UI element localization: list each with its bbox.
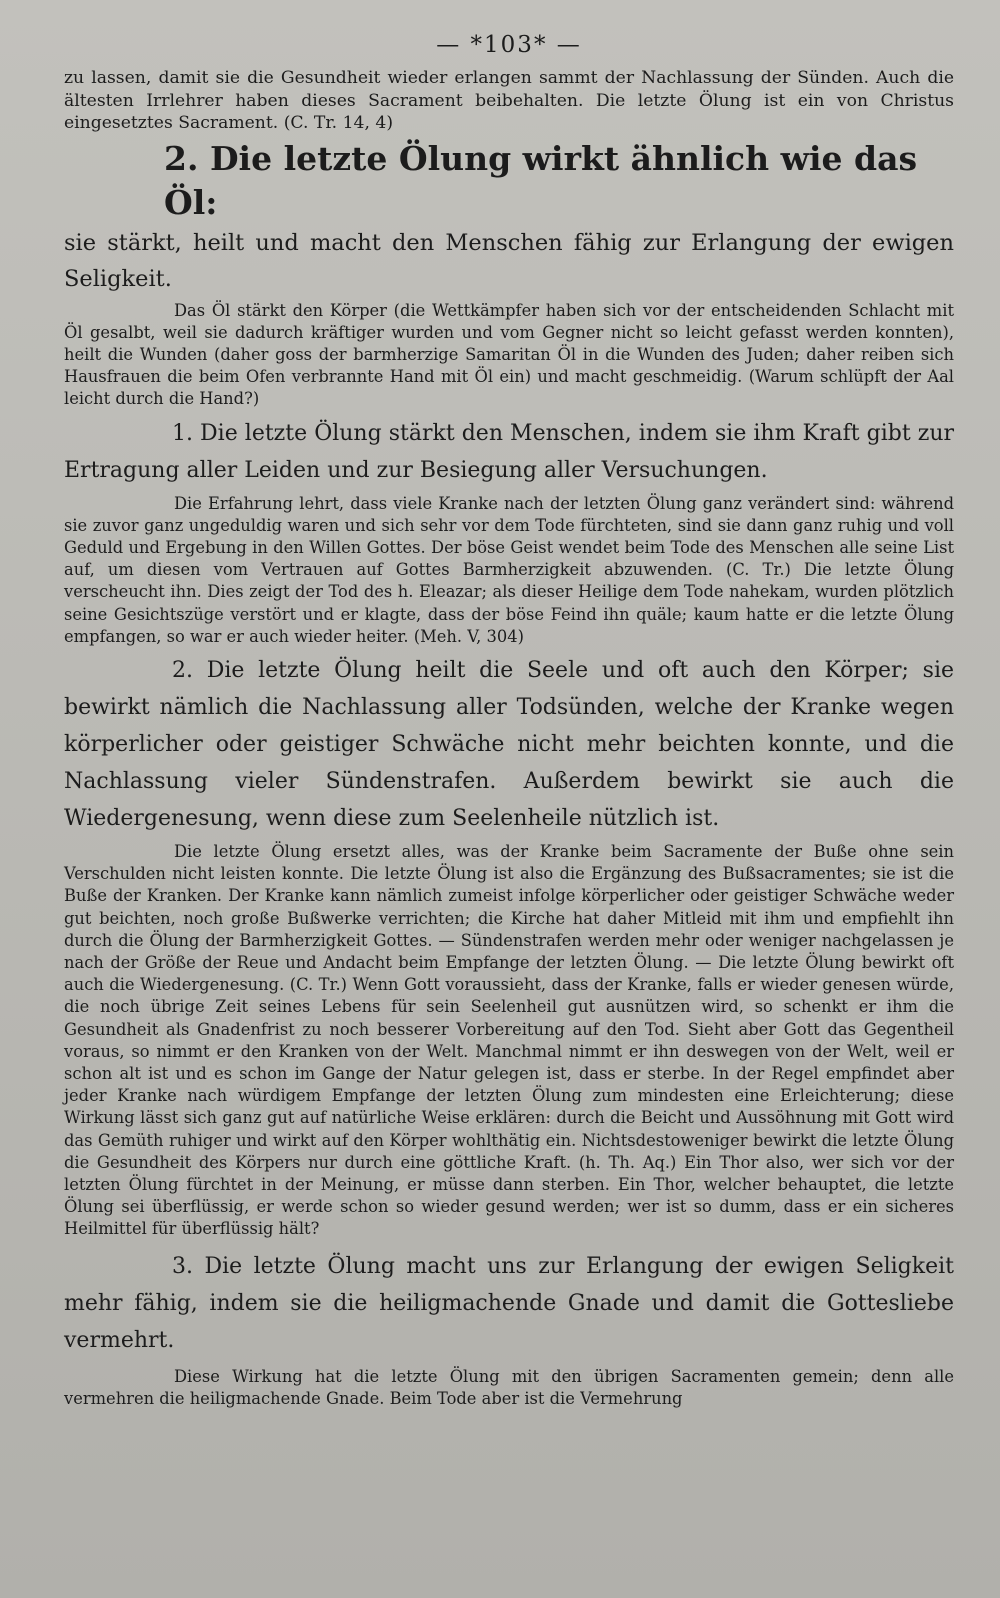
main-point-3: 3. Die letzte Ölung macht uns zur Erlangung der ewigen Seligkeit mehr fähig, indem sie die heiligmachende Gnade und damit die Gottesliebe vermehrt.: [64, 1253, 954, 1353]
main-point-2: 2. Die letzte Ölung heilt die Seele und oft auch den Körper; sie bewirkt nämlich die Nachlassung aller Todsünden, welche der Kranke wegen körperlicher oder geistiger Schwäche nicht mehr beichten konnte, und die Nachlassung vieler Sündenstrafen. Außerdem bewirkt sie auch die Wiedergenesung, wenn diese zum Seelenheile nützlich ist.: [64, 657, 954, 831]
paragraph-continuation: zu lassen, damit sie die Gesundheit wieder erlangen sammt der Nachlassung der Sünden. Auch die ältesten Irrlehrer haben dieses Sacrament beibehalten. Die letzte Ölung ist ein von Christus eingesetztes Sacrament. (C. Tr. 14, 4): [64, 68, 954, 133]
explanation-paragraph: Die letzte Ölung ersetzt alles, was der Kranke beim Sacramente der Buße ohne sein Verschulden nicht leisten konnte. Die letzte Ölung ist also die Ergänzung des Bußsacramentes; sie ist die Buße der Kranken. Der Kranke kann nämlich zumeist infolge körperlicher oder geistiger Schwäche weder gut beichten, noch große Bußwerke verrichten; die Kirche hat daher Mitleid mit ihm und empfiehlt ihn durch die Ölung der Barmherzigkeit Gottes. — Sündenstrafen werden mehr oder weniger nachgelassen je nach der Größe der Reue und Andacht beim Empfange der letzten Ölung. — Die letzte Ölung bewirkt oft auch die Wiedergenesung. (C. Tr.) Wenn Gott voraussieht, dass der Kranke, falls er wieder genesen würde, die noch übrige Zeit seines Lebens für sein Seelenheil gut ausnützen wird, so schenkt er ihm die Gesundheit als Gnadenfrist zu noch besserer Vorbereitung auf den Tod. Sieht aber Gott das Gegentheil voraus, so nimmt er den Kranken von der Welt. Manchmal nimmt er ihn deswegen von der Welt, weil er schon alt ist und es schon im Gange der Natur gelegen ist, dass er sterbe. In der Regel empfindet aber jeder Kranke nach würdigem Empfange der letzten Ölung zum mindesten eine Erleichterung; diese Wirkung lässt sich ganz gut auf natürliche Weise erklären: durch die Beicht und Aussöhnung mit Gott wird das Gemüth ruhiger und wirkt auf den Körper wohlthätig ein. Nichtsdestoweniger bewirkt die letzte Ölung die Gesundheit des Körpers nur durch eine göttliche Kraft. (h. Th. Aq.) Ein Thor also, wer sich vor der letzten Ölung fürchtet in der Meinung, er müsse dann sterben. Ein Thor, welcher behauptet, die letzte Ölung sei überflüssig, er werde schon so wieder gesund werden; wer ist so dumm, dass er ein sicheres Heilmittel für überflüssig hält?: [64, 841, 954, 1239]
section-heading-continuation: sie stärkt, heilt und macht den Menschen fähig zur Erlangung der ewigen Seligkeit.: [64, 229, 954, 292]
explanation-paragraph: Die Erfahrung lehrt, dass viele Kranke nach der letzten Ölung ganz verändert sind: während sie zuvor ganz ungeduldig waren und sich sehr vor dem Tode fürchteten, sind sie dann ganz ruhig und voll Geduld und Ergebung in den Willen Gottes. Der böse Geist wendet beim Tode des Menschen alle seine List auf, um diesen vom Vertrauen auf Gottes Barmherzigkeit abzuwenden. (C. Tr.) Die letzte Ölung verscheucht ihn. Dies zeigt der Tod des h. Eleazar; als dieser Heilige dem Tode nahekam, wurden plötzlich seine Gesichtszüge verstört und er klagte, dass der böse Feind ihn quäle; kaum hatte er die letzte Ölung empfangen, so war er auch wieder heiter. (Meh. V, 304): [64, 493, 954, 646]
main-point-1: 1. Die letzte Ölung stärkt den Menschen, indem sie ihm Kraft gibt zur Ertragung aller Leiden und zur Besiegung aller Versuchungen.: [64, 420, 954, 483]
section-heading: 2. Die letzte Ölung wirkt ähnlich wie das Öl:: [164, 138, 918, 222]
explanation-paragraph: Das Öl stärkt den Körper (die Wettkämpfer haben sich vor der entscheidenden Schlacht mit Öl gesalbt, weil sie dadurch kräftiger wurden und vom Gegner nicht so leicht gefasst werden konnten), heilt die Wunden (daher goss der barmherzige Samaritan Öl in die Wunden des Juden; daher reiben sich Hausfrauen die beim Ofen verbrannte Hand mit Öl ein) und macht geschmeidig. (Warum schlüpft der Aal leicht durch die Hand?): [64, 300, 954, 409]
explanation-paragraph: Diese Wirkung hat die letzte Ölung mit den übrigen Sacramenten gemein; denn alle vermehren die heiligmachende Gnade. Beim Tode aber ist die Vermehrung: [64, 1366, 954, 1408]
page-number: — *103* —: [436, 32, 582, 58]
